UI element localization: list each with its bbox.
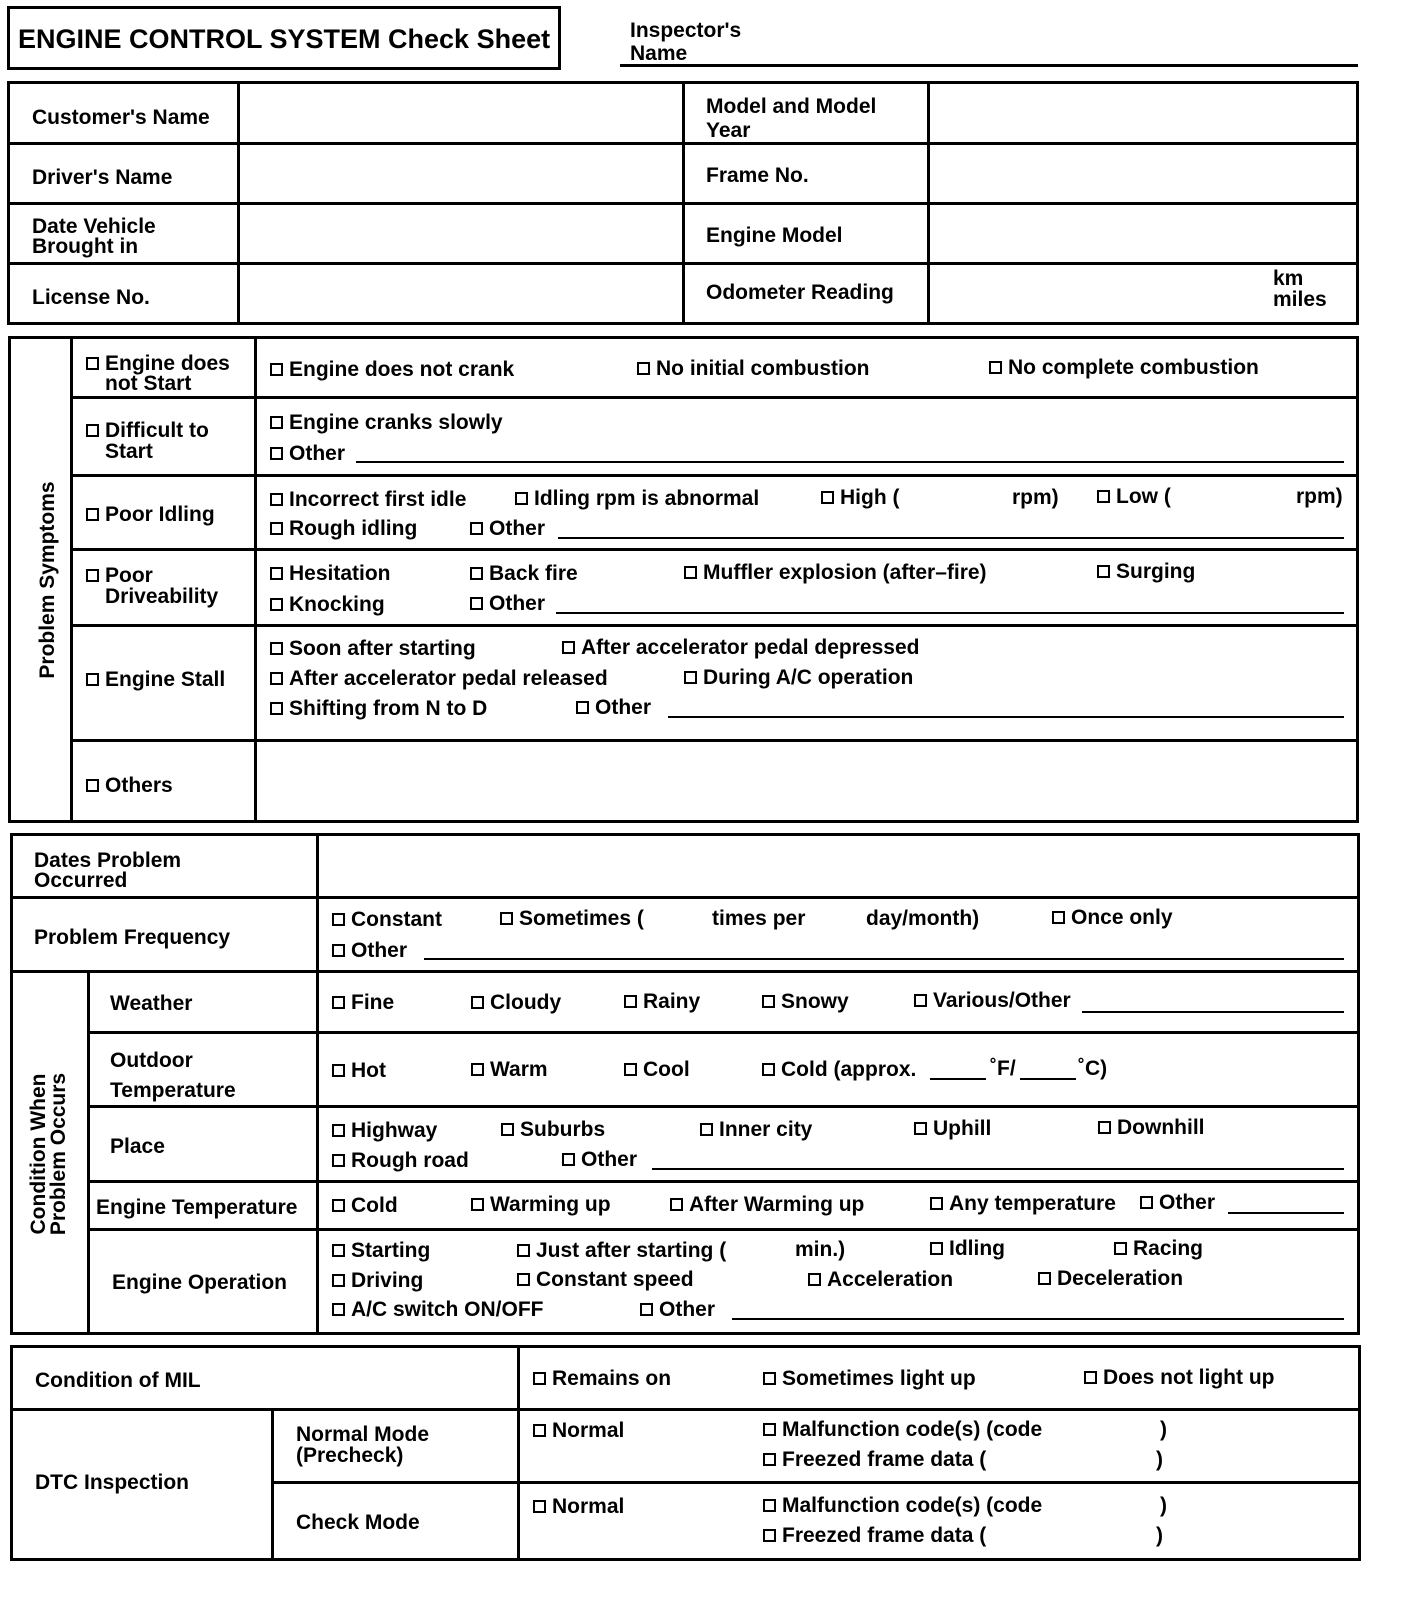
dtc-label: DTC Inspection <box>35 1471 190 1494</box>
checkbox[interactable] <box>332 1244 345 1257</box>
cold-approx-option[interactable]: Cold (approx. <box>762 1059 916 1081</box>
checkbox[interactable] <box>1084 1371 1097 1384</box>
checkbox[interactable] <box>270 493 283 506</box>
no-complete-option[interactable]: No complete combustion <box>989 357 1259 379</box>
does-not-light-option[interactable]: Does not light up <box>1084 1367 1274 1389</box>
cloudy-option[interactable]: Cloudy <box>471 992 561 1014</box>
checkbox[interactable] <box>640 1303 653 1316</box>
check-mode-normal-option[interactable]: Normal <box>533 1496 624 1518</box>
cool-option[interactable]: Cool <box>624 1059 690 1081</box>
incorrect-first-idle-option[interactable]: Incorrect first idle <box>270 489 466 511</box>
hesitation-option[interactable]: Hesitation <box>270 563 391 585</box>
checkbox[interactable] <box>471 1063 484 1076</box>
warming-up-option[interactable]: Warming up <box>471 1194 611 1216</box>
cold-option[interactable]: Cold <box>332 1195 398 1217</box>
difficult-other-option[interactable]: Other <box>270 443 345 465</box>
checkbox[interactable] <box>270 416 283 429</box>
ednc-option[interactable]: Engine does not crank <box>270 359 514 381</box>
difficult-to-start[interactable]: Difficult to Start <box>86 420 225 462</box>
mil-label: Condition of MIL <box>35 1369 201 1392</box>
checkbox[interactable] <box>533 1500 546 1513</box>
normal-freezed-close: ) <box>1156 1448 1163 1471</box>
warm-option[interactable]: Warm <box>471 1059 548 1081</box>
checkbox[interactable] <box>1114 1242 1127 1255</box>
various-option[interactable]: Various/Other <box>914 990 1071 1012</box>
rough-road-option[interactable]: Rough road <box>332 1150 469 1172</box>
deg-f: ˚F/ <box>990 1057 1016 1080</box>
check-freezed-close: ) <box>1156 1524 1163 1547</box>
check-freezed-option[interactable]: Freezed frame data ( <box>763 1525 986 1547</box>
normal-mode-label: Normal Mode (Precheck) <box>296 1423 430 1467</box>
constant-option[interactable]: Constant <box>332 909 442 931</box>
checkbox[interactable] <box>624 1063 637 1076</box>
during-ac-option[interactable]: During A/C operation <box>684 667 913 689</box>
engine-op-label: Engine Operation <box>112 1271 288 1294</box>
checkbox[interactable] <box>684 671 697 684</box>
checkbox[interactable] <box>562 1153 575 1166</box>
suburbs-option[interactable]: Suburbs <box>501 1119 605 1141</box>
soon-after-option[interactable]: Soon after starting <box>270 638 476 660</box>
checkbox[interactable] <box>1097 565 1110 578</box>
checkbox[interactable] <box>270 672 283 685</box>
outdoor-temp-label: Outdoor Temperature <box>110 1049 236 1102</box>
various-line[interactable] <box>1082 1011 1344 1013</box>
after-warming-option[interactable]: After Warming up <box>670 1194 864 1216</box>
back-fire-option[interactable]: Back fire <box>470 563 578 585</box>
temp-other-option[interactable]: Other <box>1140 1192 1215 1214</box>
checkbox[interactable] <box>637 362 650 375</box>
remains-on-option[interactable]: Remains on <box>533 1368 671 1390</box>
inspector-name-field[interactable] <box>620 64 1358 67</box>
checkbox[interactable] <box>270 702 283 715</box>
low-option[interactable]: Low ( <box>1097 486 1171 508</box>
odometer-label: Odometer Reading <box>706 281 894 304</box>
checkbox[interactable] <box>763 1423 776 1436</box>
once-only-option[interactable]: Once only <box>1052 907 1173 929</box>
checkbox[interactable] <box>332 944 345 957</box>
checkbox[interactable] <box>500 912 513 925</box>
checkbox[interactable] <box>332 1154 345 1167</box>
poor-idling[interactable]: Poor Idling <box>86 504 215 526</box>
shifting-option[interactable]: Shifting from N to D <box>270 698 487 720</box>
place-other-option[interactable]: Other <box>562 1149 637 1171</box>
times-per: times per <box>712 907 806 930</box>
checkbox[interactable] <box>670 1198 683 1211</box>
checkbox[interactable] <box>624 995 637 1008</box>
snowy-option[interactable]: Snowy <box>762 991 849 1013</box>
checkbox[interactable] <box>86 357 99 370</box>
check-malfunction-option[interactable]: Malfunction code(s) (code <box>763 1495 1042 1517</box>
idling-other-option[interactable]: Other <box>470 518 545 540</box>
checkbox[interactable] <box>763 1453 776 1466</box>
starting-option[interactable]: Starting <box>332 1240 430 1262</box>
checkbox[interactable] <box>515 492 528 505</box>
min-text: min.) <box>795 1238 846 1261</box>
high-option[interactable]: High ( <box>821 487 899 509</box>
checkbox[interactable] <box>1052 911 1065 924</box>
cranks-slowly-option[interactable]: Engine cranks slowly <box>270 412 503 434</box>
checkbox[interactable] <box>821 491 834 504</box>
engine-temp-label: Engine Temperature <box>96 1196 298 1219</box>
checkbox[interactable] <box>86 673 99 686</box>
checkbox[interactable] <box>332 1064 345 1077</box>
highway-option[interactable]: Highway <box>332 1120 437 1142</box>
checkbox[interactable] <box>86 569 99 582</box>
place-other-line[interactable] <box>652 1168 1344 1170</box>
checkbox[interactable] <box>332 1274 345 1287</box>
deg-f-field[interactable] <box>930 1078 986 1080</box>
constant-speed-option[interactable]: Constant speed <box>517 1269 694 1291</box>
checkbox[interactable] <box>471 996 484 1009</box>
drive-other-option[interactable]: Other <box>470 593 545 615</box>
stall-other-option[interactable]: Other <box>576 697 651 719</box>
checkbox[interactable] <box>270 363 283 376</box>
checkbox[interactable] <box>989 361 1002 374</box>
muffler-option[interactable]: Muffler explosion (after–fire) <box>684 562 987 584</box>
checkbox[interactable] <box>808 1273 821 1286</box>
temp-other-line[interactable] <box>1228 1212 1344 1214</box>
sometimes-light-option[interactable]: Sometimes light up <box>763 1368 976 1390</box>
checkbox[interactable] <box>930 1242 943 1255</box>
checkbox[interactable] <box>762 1063 775 1076</box>
checkbox[interactable] <box>700 1123 713 1136</box>
checkbox[interactable] <box>470 597 483 610</box>
freq-other-option[interactable]: Other <box>332 940 407 962</box>
checkbox[interactable] <box>470 522 483 535</box>
downhill-option[interactable]: Downhill <box>1098 1117 1205 1139</box>
after-depressed-option[interactable]: After accelerator pedal depressed <box>562 637 919 659</box>
checkbox[interactable] <box>684 566 697 579</box>
idling-abnormal-option[interactable]: Idling rpm is abnormal <box>515 488 759 510</box>
racing-option[interactable]: Racing <box>1114 1238 1203 1260</box>
license-no-label: License No. <box>32 286 150 309</box>
inner-city-option[interactable]: Inner city <box>700 1119 812 1141</box>
normal-malfunction-close: ) <box>1160 1418 1167 1441</box>
idling-other-line[interactable] <box>558 537 1344 539</box>
frame-no-label: Frame No. <box>706 164 809 187</box>
checkbox[interactable] <box>270 642 283 655</box>
checkbox[interactable] <box>930 1197 943 1210</box>
checkbox[interactable] <box>762 995 775 1008</box>
checkbox[interactable] <box>763 1372 776 1385</box>
weather-label: Weather <box>110 992 193 1015</box>
any-temp-option[interactable]: Any temperature <box>930 1193 1116 1215</box>
fine-option[interactable]: Fine <box>332 992 394 1014</box>
checkbox[interactable] <box>332 1303 345 1316</box>
ac-switch-option[interactable]: A/C switch ON/OFF <box>332 1299 544 1321</box>
freq-other-line[interactable] <box>424 958 1344 960</box>
checkbox[interactable] <box>517 1273 530 1286</box>
just-after-option[interactable]: Just after starting ( <box>517 1240 726 1262</box>
acceleration-option[interactable]: Acceleration <box>808 1269 953 1291</box>
deg-c: ˚C) <box>1078 1057 1108 1080</box>
checkbox[interactable] <box>332 1124 345 1137</box>
problem-symptoms-side-label: Problem Symptoms <box>36 481 59 679</box>
checkbox[interactable] <box>86 508 99 521</box>
low-rpm: rpm) <box>1296 485 1343 508</box>
engine-does-not-start[interactable]: Engine does not Start <box>86 354 245 394</box>
normal-malfunction-option[interactable]: Malfunction code(s) (code <box>763 1419 1042 1441</box>
deceleration-option[interactable]: Deceleration <box>1038 1268 1183 1290</box>
checkbox[interactable] <box>86 424 99 437</box>
normal-freezed-option[interactable]: Freezed frame data ( <box>763 1449 986 1471</box>
page-title: ENGINE CONTROL SYSTEM Check Sheet <box>18 24 551 54</box>
knocking-option[interactable]: Knocking <box>270 594 385 616</box>
checkbox[interactable] <box>1038 1272 1051 1285</box>
engine-model-label: Engine Model <box>706 224 843 247</box>
customers-name-label: Customer's Name <box>32 106 210 129</box>
drive-other-line[interactable] <box>556 612 1344 614</box>
no-initial-option[interactable]: No initial combustion <box>637 358 870 380</box>
checkbox[interactable] <box>1098 1121 1111 1134</box>
normal-mode-normal-option[interactable]: Normal <box>533 1420 624 1442</box>
km-unit: km <box>1273 267 1304 290</box>
checkbox[interactable] <box>501 1123 514 1136</box>
checkbox[interactable] <box>914 1122 927 1135</box>
checkbox[interactable] <box>470 567 483 580</box>
checkbox[interactable] <box>1140 1196 1153 1209</box>
rainy-option[interactable]: Rainy <box>624 991 700 1013</box>
checkbox[interactable] <box>471 1198 484 1211</box>
date-vehicle-label: Date Vehicle Brought in <box>32 215 156 258</box>
checkbox[interactable] <box>914 994 927 1007</box>
place-label: Place <box>110 1135 165 1158</box>
others-option[interactable]: Others <box>86 775 173 797</box>
engine-stall[interactable]: Engine Stall <box>86 669 225 691</box>
idling-option[interactable]: Idling <box>930 1238 1005 1260</box>
checkbox[interactable] <box>270 447 283 460</box>
poor-driveability[interactable]: Poor Driveability <box>86 565 230 607</box>
check-malfunction-close: ) <box>1160 1494 1167 1517</box>
difficult-other-line[interactable] <box>356 461 1344 463</box>
checkbox[interactable] <box>332 1199 345 1212</box>
drivers-name-label: Driver's Name <box>32 166 173 189</box>
checkbox[interactable] <box>270 567 283 580</box>
miles-unit: miles <box>1273 288 1327 311</box>
frequency-label: Problem Frequency <box>34 926 231 949</box>
checkbox[interactable] <box>576 701 589 714</box>
checkbox[interactable] <box>763 1529 776 1542</box>
inspector-label: Inspector's Name <box>630 19 742 65</box>
after-released-option[interactable]: After accelerator pedal released <box>270 668 608 690</box>
deg-c-field[interactable] <box>1020 1078 1076 1080</box>
checkbox[interactable] <box>332 996 345 1009</box>
check-mode-label: Check Mode <box>296 1511 420 1534</box>
checkbox[interactable] <box>270 598 283 611</box>
checkbox[interactable] <box>270 522 283 535</box>
op-other-line[interactable] <box>732 1318 1344 1320</box>
driving-option[interactable]: Driving <box>332 1270 423 1292</box>
condition-side-label: Condition When Problem Occurs <box>27 1072 70 1236</box>
checkbox[interactable] <box>86 779 99 792</box>
checkbox[interactable] <box>517 1244 530 1257</box>
checkbox[interactable] <box>332 913 345 926</box>
uphill-option[interactable]: Uphill <box>914 1118 991 1140</box>
rough-idling-option[interactable]: Rough idling <box>270 518 417 540</box>
day-month: day/month) <box>866 907 980 930</box>
stall-other-line[interactable] <box>668 716 1344 718</box>
checkbox[interactable] <box>1097 490 1110 503</box>
checkbox[interactable] <box>763 1499 776 1512</box>
sometimes-option[interactable]: Sometimes ( <box>500 908 644 930</box>
checkbox[interactable] <box>562 641 575 654</box>
high-rpm: rpm) <box>1012 486 1059 509</box>
checkbox[interactable] <box>533 1424 546 1437</box>
model-year-label: Model and Model Year <box>706 95 877 142</box>
surging-option[interactable]: Surging <box>1097 561 1195 583</box>
op-other-option[interactable]: Other <box>640 1299 715 1321</box>
hot-option[interactable]: Hot <box>332 1060 386 1082</box>
dates-label: Dates Problem Occurred <box>34 849 182 892</box>
checkbox[interactable] <box>533 1372 546 1385</box>
